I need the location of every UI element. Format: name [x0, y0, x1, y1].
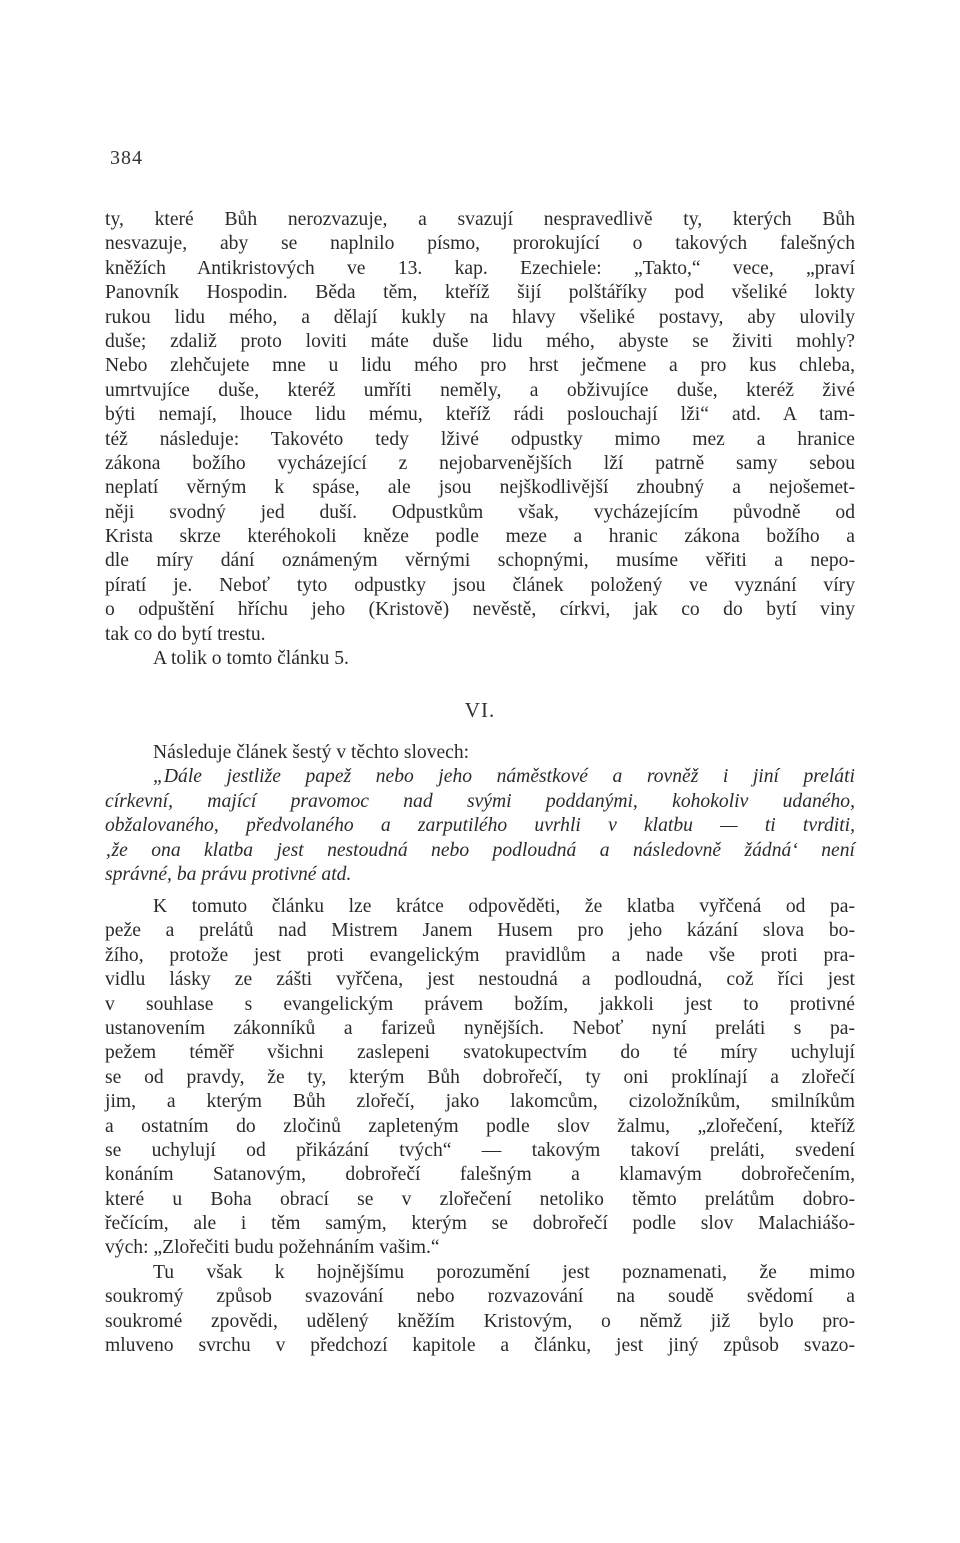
text-line: býti nemají, lhouce lidu mému, kteříž rádi poslouchají lži“ atd. A tam-	[105, 404, 855, 426]
text-line: které u Boha obrací se v zlořečení netoliko těmto prelátům dobro-	[105, 1188, 855, 1210]
quote-line: církevní, mající pravomoc nad svými poddanými, kohokoliv udaného,	[105, 790, 855, 812]
text-line: mluveno svrchu v předchozí kapitole a článku, jest jiný způsob svazo-	[105, 1335, 855, 1357]
text-line: jim, a kterým Bůh zlořečí, jako lakomcům, cizoložníkům, smilníkům	[105, 1091, 855, 1113]
text-line: tak co do bytí trestu.	[105, 623, 266, 645]
quote-line: obžalovaného, předvolaného a zarputilého uvrhli v klatbu — ti tvrditi,	[105, 815, 855, 837]
text-line: ty, které Bůh nerozvazuje, a svazují nespravedlivě ty, kterých Bůh	[105, 209, 855, 230]
text-line: duše; zdaliž proto loviti máte duše lidu mého, abyste se živiti mohly?	[105, 330, 855, 352]
text-line: ustanovením zákonníků a farizeů nynějších. Neboť nyní preláti s pa-	[105, 1017, 855, 1039]
text-line: zákona božího vycházející z nejobarvenějších lží patrně samy sebou	[105, 452, 855, 474]
quote-line: „Dále jestliže papež nebo jeho náměstkové a rovněž i jiní preláti	[153, 766, 855, 788]
section-heading: VI.	[464, 698, 496, 722]
text-line: se uchylují od přikázání tvých“ — takovým takoví preláti, svedení	[105, 1139, 855, 1161]
text-line: v souhlase s evangelickým právem božím, jakkoli jest to protivné	[105, 993, 855, 1015]
text-line: neplatí věrným k spáse, ale jsou nejškodlivější zhoubný a nejošemet-	[105, 477, 855, 499]
text-line: peže a prelátů nad Mistrem Janem Husem pro jeho kázání slova bo-	[105, 920, 855, 942]
text-line: vých: „Zlořečiti budu požehnáním vašim.“	[105, 1237, 440, 1259]
text-line: a ostatním do zločinů zapleteným podle slov žalmu, „zlořečení, kteříž	[105, 1115, 855, 1137]
text-line: Tu však k hojnějšímu porozumění jest poznamenati, že mimo	[153, 1261, 855, 1283]
text-line: soukromý způsob svazování nebo rozvazování na soudě svědomí a	[105, 1286, 855, 1308]
text-line: též následuje: Takovéto tedy lživé odpustky mimo mez a hranice	[105, 428, 855, 450]
text-line: umrtvujíce duše, kteréž umříti neměly, a obživujíce duše, kteréž živé	[105, 379, 855, 401]
text-line: soukromé zpovědi, udělený kněžím Kristovým, o němž již bylo pro-	[105, 1310, 855, 1332]
quote-line: ‚že ona klatba jest nestoudná nebo podloudná a následovně žádná‘ není	[105, 839, 855, 861]
intro-line: Následuje článek šestý v těchto slovech:	[153, 742, 470, 763]
text-line: Panovník Hospodin. Běda těm, kteříž šijí polštáříky pod všeliké lokty	[105, 282, 855, 304]
text-line: o odpuštění hříchu jeho (Kristově) nevěstě, církvi, jak co do bytí viny	[105, 599, 855, 621]
text-line: nesvazuje, aby se naplnilo písmo, prorokující o takových falešných	[105, 233, 855, 255]
text-line: K tomuto článku lze krátce odpověděti, že klatba vyřčená od pa-	[153, 896, 855, 917]
text-line: rukou lidu mého, a dělají kukly na hlavy všeliké postavy, aby ulovily	[105, 306, 855, 328]
paragraph-block-2	[105, 741, 855, 887]
quote-line: správné, ba právu protivné atd.	[105, 863, 352, 885]
page-number: 384	[110, 147, 143, 169]
text-line: řečícím, ale i těm samým, kterým se dobrořečí podle slov Malachiášo-	[105, 1213, 855, 1235]
text-line: kněžích Antikristových ve 13. kap. Ezechiele: „Takto,“ vece, „praví	[105, 257, 855, 279]
closing-line: A tolik o tomto článku 5.	[153, 648, 349, 670]
paragraph-block-1	[105, 208, 855, 671]
text-line: se od pravdy, že ty, kterým Bůh dobrořečí, ty oni proklínají a zlořečí	[105, 1066, 855, 1088]
text-line: vidlu lásky ze zášti vyřčena, jest nestoudná a podloudná, což říci jest	[105, 969, 855, 991]
text-line: Nebo zlehčujete mne u lidu mého pro hrst ječmene a pro kus chleba,	[105, 355, 855, 377]
text-line: píratí je. Neboť tyto odpustky jsou článek položený ve vyznání víry	[105, 574, 855, 596]
text-line: žího, protože jest proti evangelickým pravidlům a nade vše proti pra-	[105, 944, 855, 966]
text-line: dle míry dání oznámeným věrnými schopnými, musíme věřiti a nepo-	[105, 550, 855, 572]
text-line: něji svodný jed duší. Odpustkům však, vycházejícím původně od	[105, 501, 855, 523]
paragraph-block-3	[105, 895, 855, 1358]
text-line: pežem téměř všichni zaslepeni svatokupectvím do té míry uchylují	[105, 1042, 855, 1064]
text-line: konáním Satanovým, dobrořečí falešným a klamavým dobrořečením,	[105, 1164, 855, 1186]
text-line: Krista skrze kteréhokoli kněze podle meze a hranic zákona božího a	[105, 526, 855, 548]
